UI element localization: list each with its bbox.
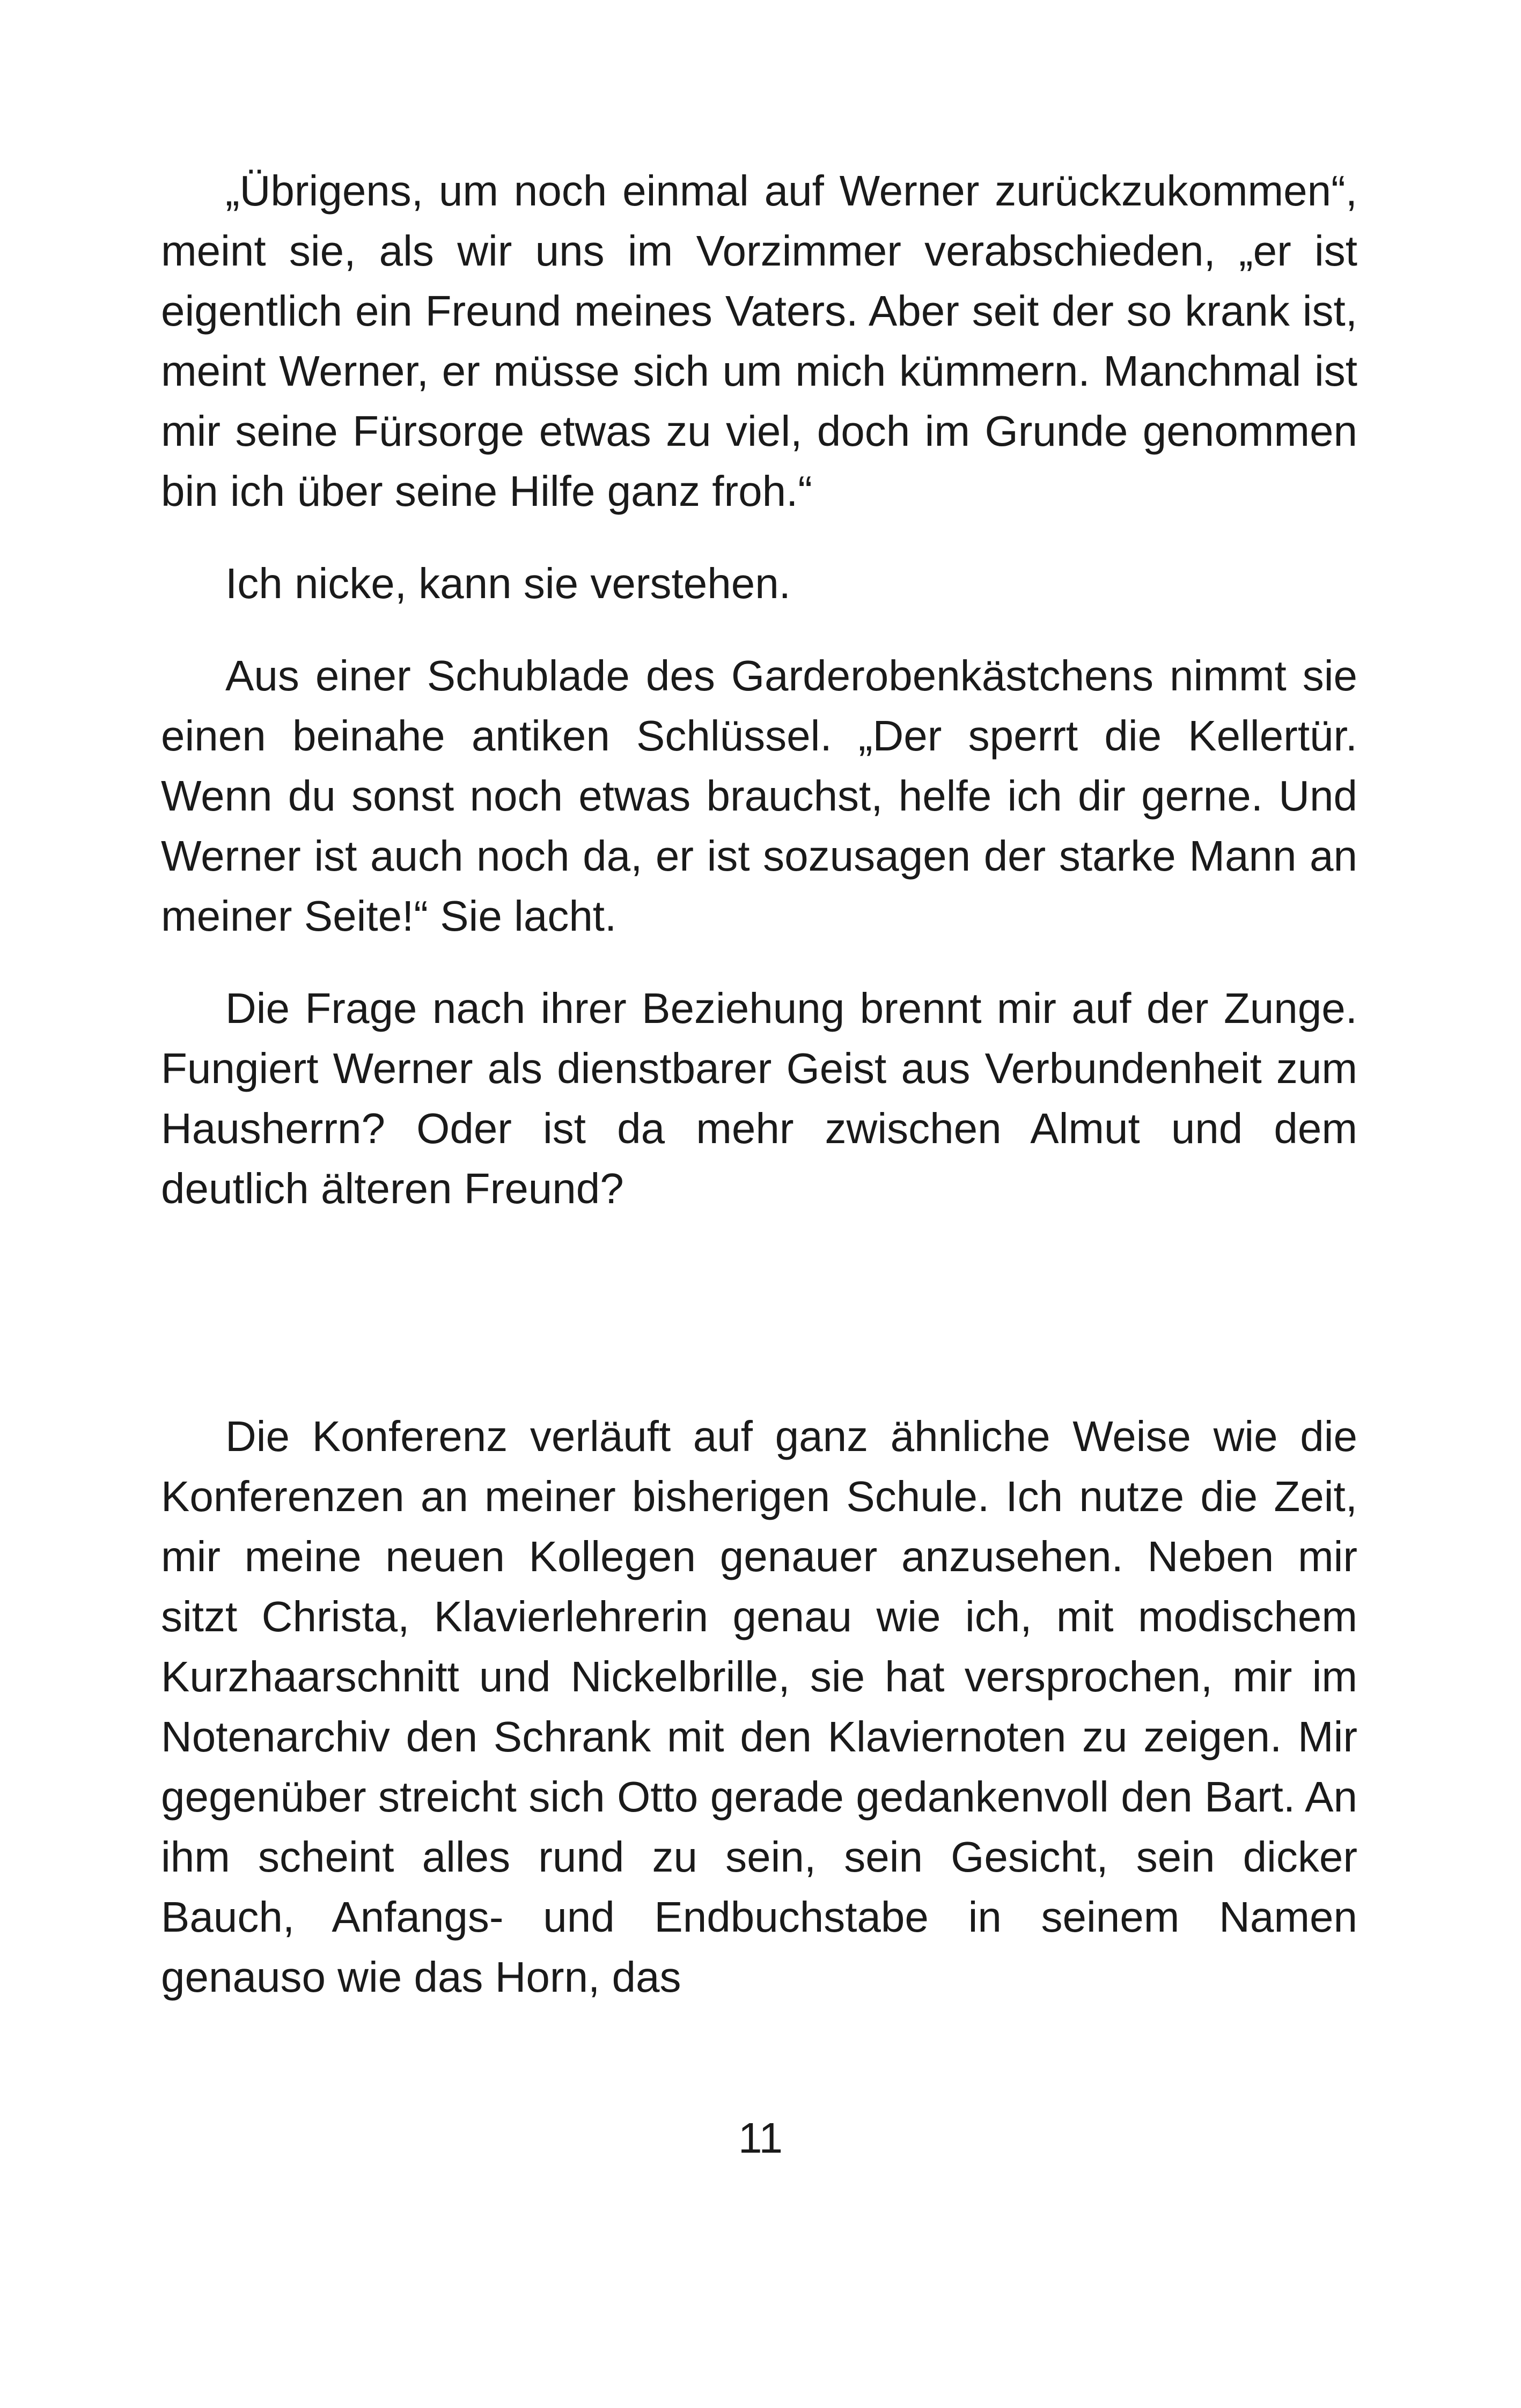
book-page [161,161,1357,2007]
paragraph-key: Aus einer Schublade des Garderobenkästchens nimmt sie einen beinahe antiken Schlüssel. „Der sperrt die Kellertür. Wenn du sonst noch etwas brauchst, helfe ich dir gerne. Und Werner ist auch noch da, er ist sozusagen der starke Mann an meiner Seite!“ Sie lacht. [161,652,1357,940]
scene-break [161,1219,1357,1406]
paragraph-spacer [161,946,1357,978]
paragraph-werner: „Übrigens, um noch einmal auf Werner zurückzukommen“, meint sie, als wir uns im Vorzimmer verabschieden, „er ist eigentlich ein Freund meines Vaters. Aber seit der so krank ist, meint Werner, er müsse sich um mich kümmern. Manchmal ist mir seine Fürsorge etwas zu viel, doch im Grunde genommen bin ich über seine Hilfe ganz froh.“ [161,167,1357,515]
paragraph-spacer [161,614,1357,646]
paragraph-spacer [161,521,1357,554]
paragraph-conference: Die Konferenz verläuft auf ganz ähnliche Weise wie die Konferenzen an meiner bisherigen Schule. Ich nutze die Zeit, mir meine neuen Kollegen genauer anzusehen. Neben mir sitzt Christa, Klavierlehrerin genau wie ich, mit modischem Kurzhaarschnitt und Nickelbrille, sie hat versprochen, mir im Notenarchiv den Schrank mit den Klaviernoten zu zeigen. Mir gegenüber streicht sich Otto gerade gedankenvoll den Bart. An ihm scheint alles rund zu sein, sein Gesicht, sein dicker Bauch, Anfangs- und Endbuchstabe in seinem Namen genauso wie das Horn, das [161,1412,1357,2001]
paragraph-question: Die Frage nach ihrer Beziehung brennt mir auf der Zunge. Fungiert Werner als dienstbarer Geist aus Verbundenheit zum Hausherrn? Oder ist da mehr zwischen Almut und dem deutlich älteren Freund? [161,984,1357,1212]
paragraph-nod: Ich nicke, kann sie verstehen. [225,559,791,607]
page-number: 11 [738,2114,783,2162]
